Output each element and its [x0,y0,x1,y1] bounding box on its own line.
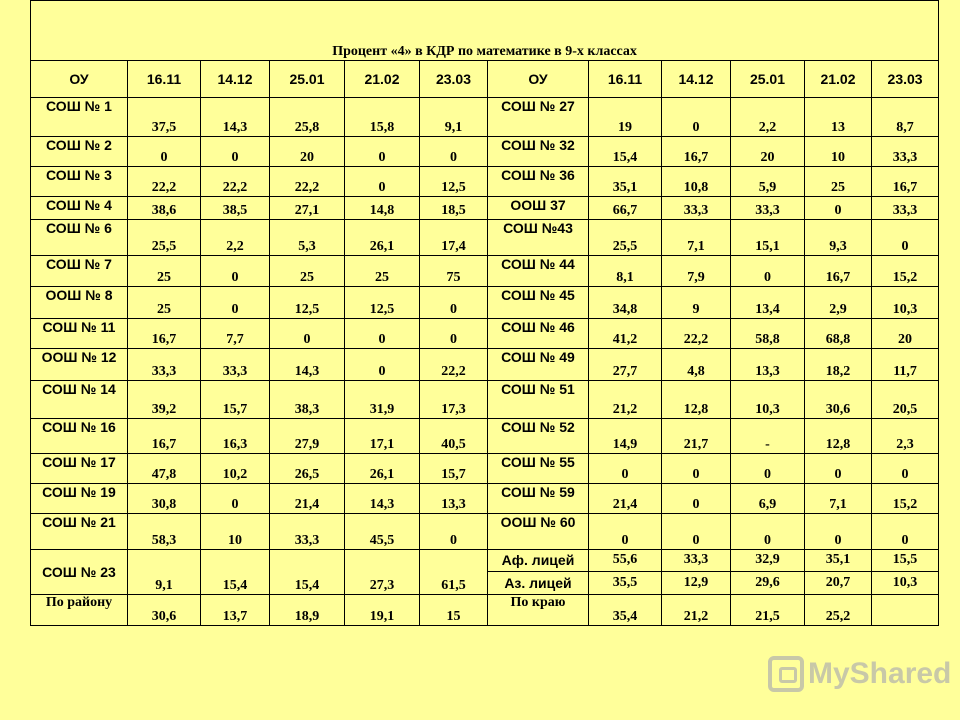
value-cell: 15,4 [201,549,270,594]
value-cell: 20 [872,318,939,348]
table-title: Процент «4» в КДР по математике в 9-х классах [31,1,939,61]
value-cell: 15,7 [420,453,488,483]
value-cell: 26,1 [345,453,420,483]
value-cell: 16,7 [128,318,201,348]
value-cell: 25,5 [589,219,662,255]
header-date: 21.02 [345,60,420,97]
value-cell: 10,3 [872,572,939,595]
school-name: СОШ № 46 [488,318,589,348]
results-table [30,0,939,626]
value-cell: 13,4 [731,286,805,318]
value-cell: 0 [420,137,488,167]
total-value: 15 [420,595,488,626]
value-cell: 0 [345,137,420,167]
school-name: ООШ № 12 [31,348,128,380]
value-cell: 0 [805,196,872,219]
value-cell: 0 [270,318,345,348]
value-cell: 66,7 [589,196,662,219]
value-cell: 15,4 [270,549,345,594]
value-cell: 12,5 [420,167,488,197]
value-cell: 20,5 [872,380,939,418]
value-cell: 33,3 [872,196,939,219]
value-cell: 26,5 [270,453,345,483]
school-name: СОШ № 52 [488,418,589,453]
value-cell: 9,1 [420,97,488,136]
value-cell: 15,7 [201,380,270,418]
header-date: 16.11 [589,60,662,97]
school-name: СОШ № 27 [488,97,589,136]
school-name: СОШ № 14 [31,380,128,418]
value-cell: 58,3 [128,513,201,549]
value-cell: 0 [662,453,731,483]
total-value [872,595,939,626]
school-name: СОШ № 23 [31,549,128,594]
value-cell: 0 [420,318,488,348]
school-name: ООШ 37 [488,196,589,219]
value-cell: 33,3 [128,348,201,380]
school-name: СОШ № 2 [31,137,128,167]
table-row [31,513,939,549]
value-cell: 2,2 [731,97,805,136]
value-cell: 11,7 [872,348,939,380]
school-name: Аф. лицей [488,549,589,572]
value-cell: 7,9 [662,255,731,286]
value-cell: 25,5 [128,219,201,255]
value-cell: 9 [662,286,731,318]
school-name: СОШ № 55 [488,453,589,483]
value-cell: 25 [128,255,201,286]
table-row [31,219,939,255]
value-cell: 15,2 [872,255,939,286]
value-cell: 15,5 [872,549,939,572]
school-name: СОШ № 36 [488,167,589,197]
value-cell: 0 [589,513,662,549]
table-row [31,549,939,572]
value-cell: 0 [662,483,731,513]
table-row [31,137,939,167]
value-cell: 10 [805,137,872,167]
value-cell: 33,3 [662,196,731,219]
value-cell: 25,8 [270,97,345,136]
value-cell: 8,7 [872,97,939,136]
table-row [31,255,939,286]
value-cell: 0 [805,513,872,549]
totals-row [31,595,939,626]
value-cell: 13,3 [731,348,805,380]
table-row [31,167,939,197]
value-cell: 9,1 [128,549,201,594]
value-cell: 47,8 [128,453,201,483]
value-cell: 10,3 [731,380,805,418]
table-row [31,380,939,418]
value-cell: 25 [128,286,201,318]
total-value: 18,9 [270,595,345,626]
value-cell: 29,6 [731,572,805,595]
value-cell: 15,8 [345,97,420,136]
value-cell: 2,9 [805,286,872,318]
value-cell: 0 [805,453,872,483]
value-cell: 35,1 [805,549,872,572]
value-cell: 32,9 [731,549,805,572]
value-cell: 22,2 [201,167,270,197]
value-cell: 7,7 [201,318,270,348]
value-cell: 2,3 [872,418,939,453]
school-name: СОШ № 7 [31,255,128,286]
value-cell: 0 [872,453,939,483]
value-cell: 21,2 [589,380,662,418]
value-cell: 12,5 [345,286,420,318]
value-cell: 45,5 [345,513,420,549]
table-row [31,348,939,380]
table-row [31,418,939,453]
value-cell: 75 [420,255,488,286]
school-name: СОШ № 44 [488,255,589,286]
header-ou: ОУ [31,60,128,97]
value-cell: 0 [345,348,420,380]
value-cell: 38,5 [201,196,270,219]
school-name: ООШ № 8 [31,286,128,318]
value-cell: 21,4 [270,483,345,513]
school-name: СОШ № 4 [31,196,128,219]
school-name: Аз. лицей [488,572,589,595]
value-cell: 61,5 [420,549,488,594]
header-date: 16.11 [128,60,201,97]
value-cell: 18,5 [420,196,488,219]
value-cell: 7,1 [662,219,731,255]
value-cell: 15,4 [589,137,662,167]
value-cell: 0 [731,255,805,286]
value-cell: 21,4 [589,483,662,513]
value-cell: 15,2 [872,483,939,513]
school-name: СОШ № 32 [488,137,589,167]
value-cell: 20 [270,137,345,167]
value-cell: 0 [872,219,939,255]
value-cell: 22,2 [420,348,488,380]
value-cell: 13 [805,97,872,136]
table-row [31,483,939,513]
value-cell: 0 [201,286,270,318]
value-cell: 21,7 [662,418,731,453]
school-name: СОШ № 3 [31,167,128,197]
header-date: 14.12 [201,60,270,97]
myshared-logo-icon [768,656,804,692]
school-name: СОШ № 59 [488,483,589,513]
value-cell: 33,3 [201,348,270,380]
value-cell: 38,3 [270,380,345,418]
value-cell: 0 [345,167,420,197]
value-cell: 30,6 [805,380,872,418]
value-cell: 30,8 [128,483,201,513]
value-cell: 14,3 [345,483,420,513]
value-cell: 27,1 [270,196,345,219]
table-row [31,97,939,136]
table-row [31,453,939,483]
school-name: СОШ № 19 [31,483,128,513]
value-cell: 33,3 [270,513,345,549]
header-date: 23.03 [872,60,939,97]
value-cell: 17,4 [420,219,488,255]
value-cell: 68,8 [805,318,872,348]
value-cell: 0 [731,513,805,549]
school-name: СОШ № 11 [31,318,128,348]
value-cell: 25 [345,255,420,286]
value-cell: 14,3 [201,97,270,136]
table-row [31,318,939,348]
value-cell: 5,3 [270,219,345,255]
value-cell: 0 [420,286,488,318]
watermark-text: MyShared [808,657,952,690]
value-cell: 27,7 [589,348,662,380]
value-cell: 12,8 [662,380,731,418]
value-cell: 5,9 [731,167,805,197]
value-cell: 35,1 [589,167,662,197]
value-cell: 13,3 [420,483,488,513]
school-name: СОШ № 1 [31,97,128,136]
value-cell: 10,8 [662,167,731,197]
value-cell: 0 [345,318,420,348]
value-cell: 0 [872,513,939,549]
total-value: 25,2 [805,595,872,626]
value-cell: 33,3 [662,549,731,572]
school-name: СОШ №43 [488,219,589,255]
value-cell: 16,7 [805,255,872,286]
value-cell: 0 [128,137,201,167]
value-cell: - [731,418,805,453]
value-cell: 0 [201,255,270,286]
school-name: СОШ № 6 [31,219,128,255]
value-cell: 0 [662,97,731,136]
value-cell: 14,9 [589,418,662,453]
value-cell: 41,2 [589,318,662,348]
value-cell: 27,3 [345,549,420,594]
value-cell: 10 [201,513,270,549]
value-cell: 6,9 [731,483,805,513]
header-date: 25.01 [731,60,805,97]
value-cell: 58,8 [731,318,805,348]
value-cell: 7,1 [805,483,872,513]
value-cell: 12,5 [270,286,345,318]
value-cell: 16,7 [662,137,731,167]
total-value: 21,5 [731,595,805,626]
value-cell: 20,7 [805,572,872,595]
header-row [31,60,939,97]
value-cell: 12,9 [662,572,731,595]
total-value: 13,7 [201,595,270,626]
table-row [31,196,939,219]
value-cell: 27,9 [270,418,345,453]
value-cell: 4,8 [662,348,731,380]
school-name: СОШ № 17 [31,453,128,483]
header-date: 14.12 [662,60,731,97]
value-cell: 31,9 [345,380,420,418]
region-total-label: По краю [488,595,589,626]
header-date: 21.02 [805,60,872,97]
value-cell: 16,3 [201,418,270,453]
value-cell: 17,1 [345,418,420,453]
value-cell: 0 [731,453,805,483]
value-cell: 15,1 [731,219,805,255]
school-name: СОШ № 45 [488,286,589,318]
total-value: 19,1 [345,595,420,626]
header-ou: ОУ [488,60,589,97]
value-cell: 0 [662,513,731,549]
school-name: СОШ № 49 [488,348,589,380]
value-cell: 0 [589,453,662,483]
value-cell: 22,2 [662,318,731,348]
value-cell: 2,2 [201,219,270,255]
school-name: ООШ № 60 [488,513,589,549]
value-cell: 17,3 [420,380,488,418]
value-cell: 10,3 [872,286,939,318]
school-name: СОШ № 51 [488,380,589,418]
value-cell: 35,5 [589,572,662,595]
value-cell: 8,1 [589,255,662,286]
school-name: СОШ № 21 [31,513,128,549]
value-cell: 0 [420,513,488,549]
header-date: 25.01 [270,60,345,97]
value-cell: 33,3 [731,196,805,219]
watermark [768,652,951,696]
value-cell: 37,5 [128,97,201,136]
value-cell: 25 [805,167,872,197]
header-date: 23.03 [420,60,488,97]
value-cell: 18,2 [805,348,872,380]
value-cell: 22,2 [270,167,345,197]
table-row [31,286,939,318]
value-cell: 0 [201,137,270,167]
total-value: 30,6 [128,595,201,626]
value-cell: 20 [731,137,805,167]
value-cell: 39,2 [128,380,201,418]
value-cell: 19 [589,97,662,136]
total-value: 21,2 [662,595,731,626]
district-total-label: По району [31,595,128,626]
value-cell: 25 [270,255,345,286]
value-cell: 14,3 [270,348,345,380]
value-cell: 0 [201,483,270,513]
value-cell: 38,6 [128,196,201,219]
value-cell: 34,8 [589,286,662,318]
total-value: 35,4 [589,595,662,626]
value-cell: 22,2 [128,167,201,197]
value-cell: 14,8 [345,196,420,219]
value-cell: 12,8 [805,418,872,453]
value-cell: 10,2 [201,453,270,483]
value-cell: 16,7 [872,167,939,197]
value-cell: 9,3 [805,219,872,255]
value-cell: 16,7 [128,418,201,453]
value-cell: 26,1 [345,219,420,255]
value-cell: 33,3 [872,137,939,167]
value-cell: 55,6 [589,549,662,572]
value-cell: 40,5 [420,418,488,453]
school-name: СОШ № 16 [31,418,128,453]
